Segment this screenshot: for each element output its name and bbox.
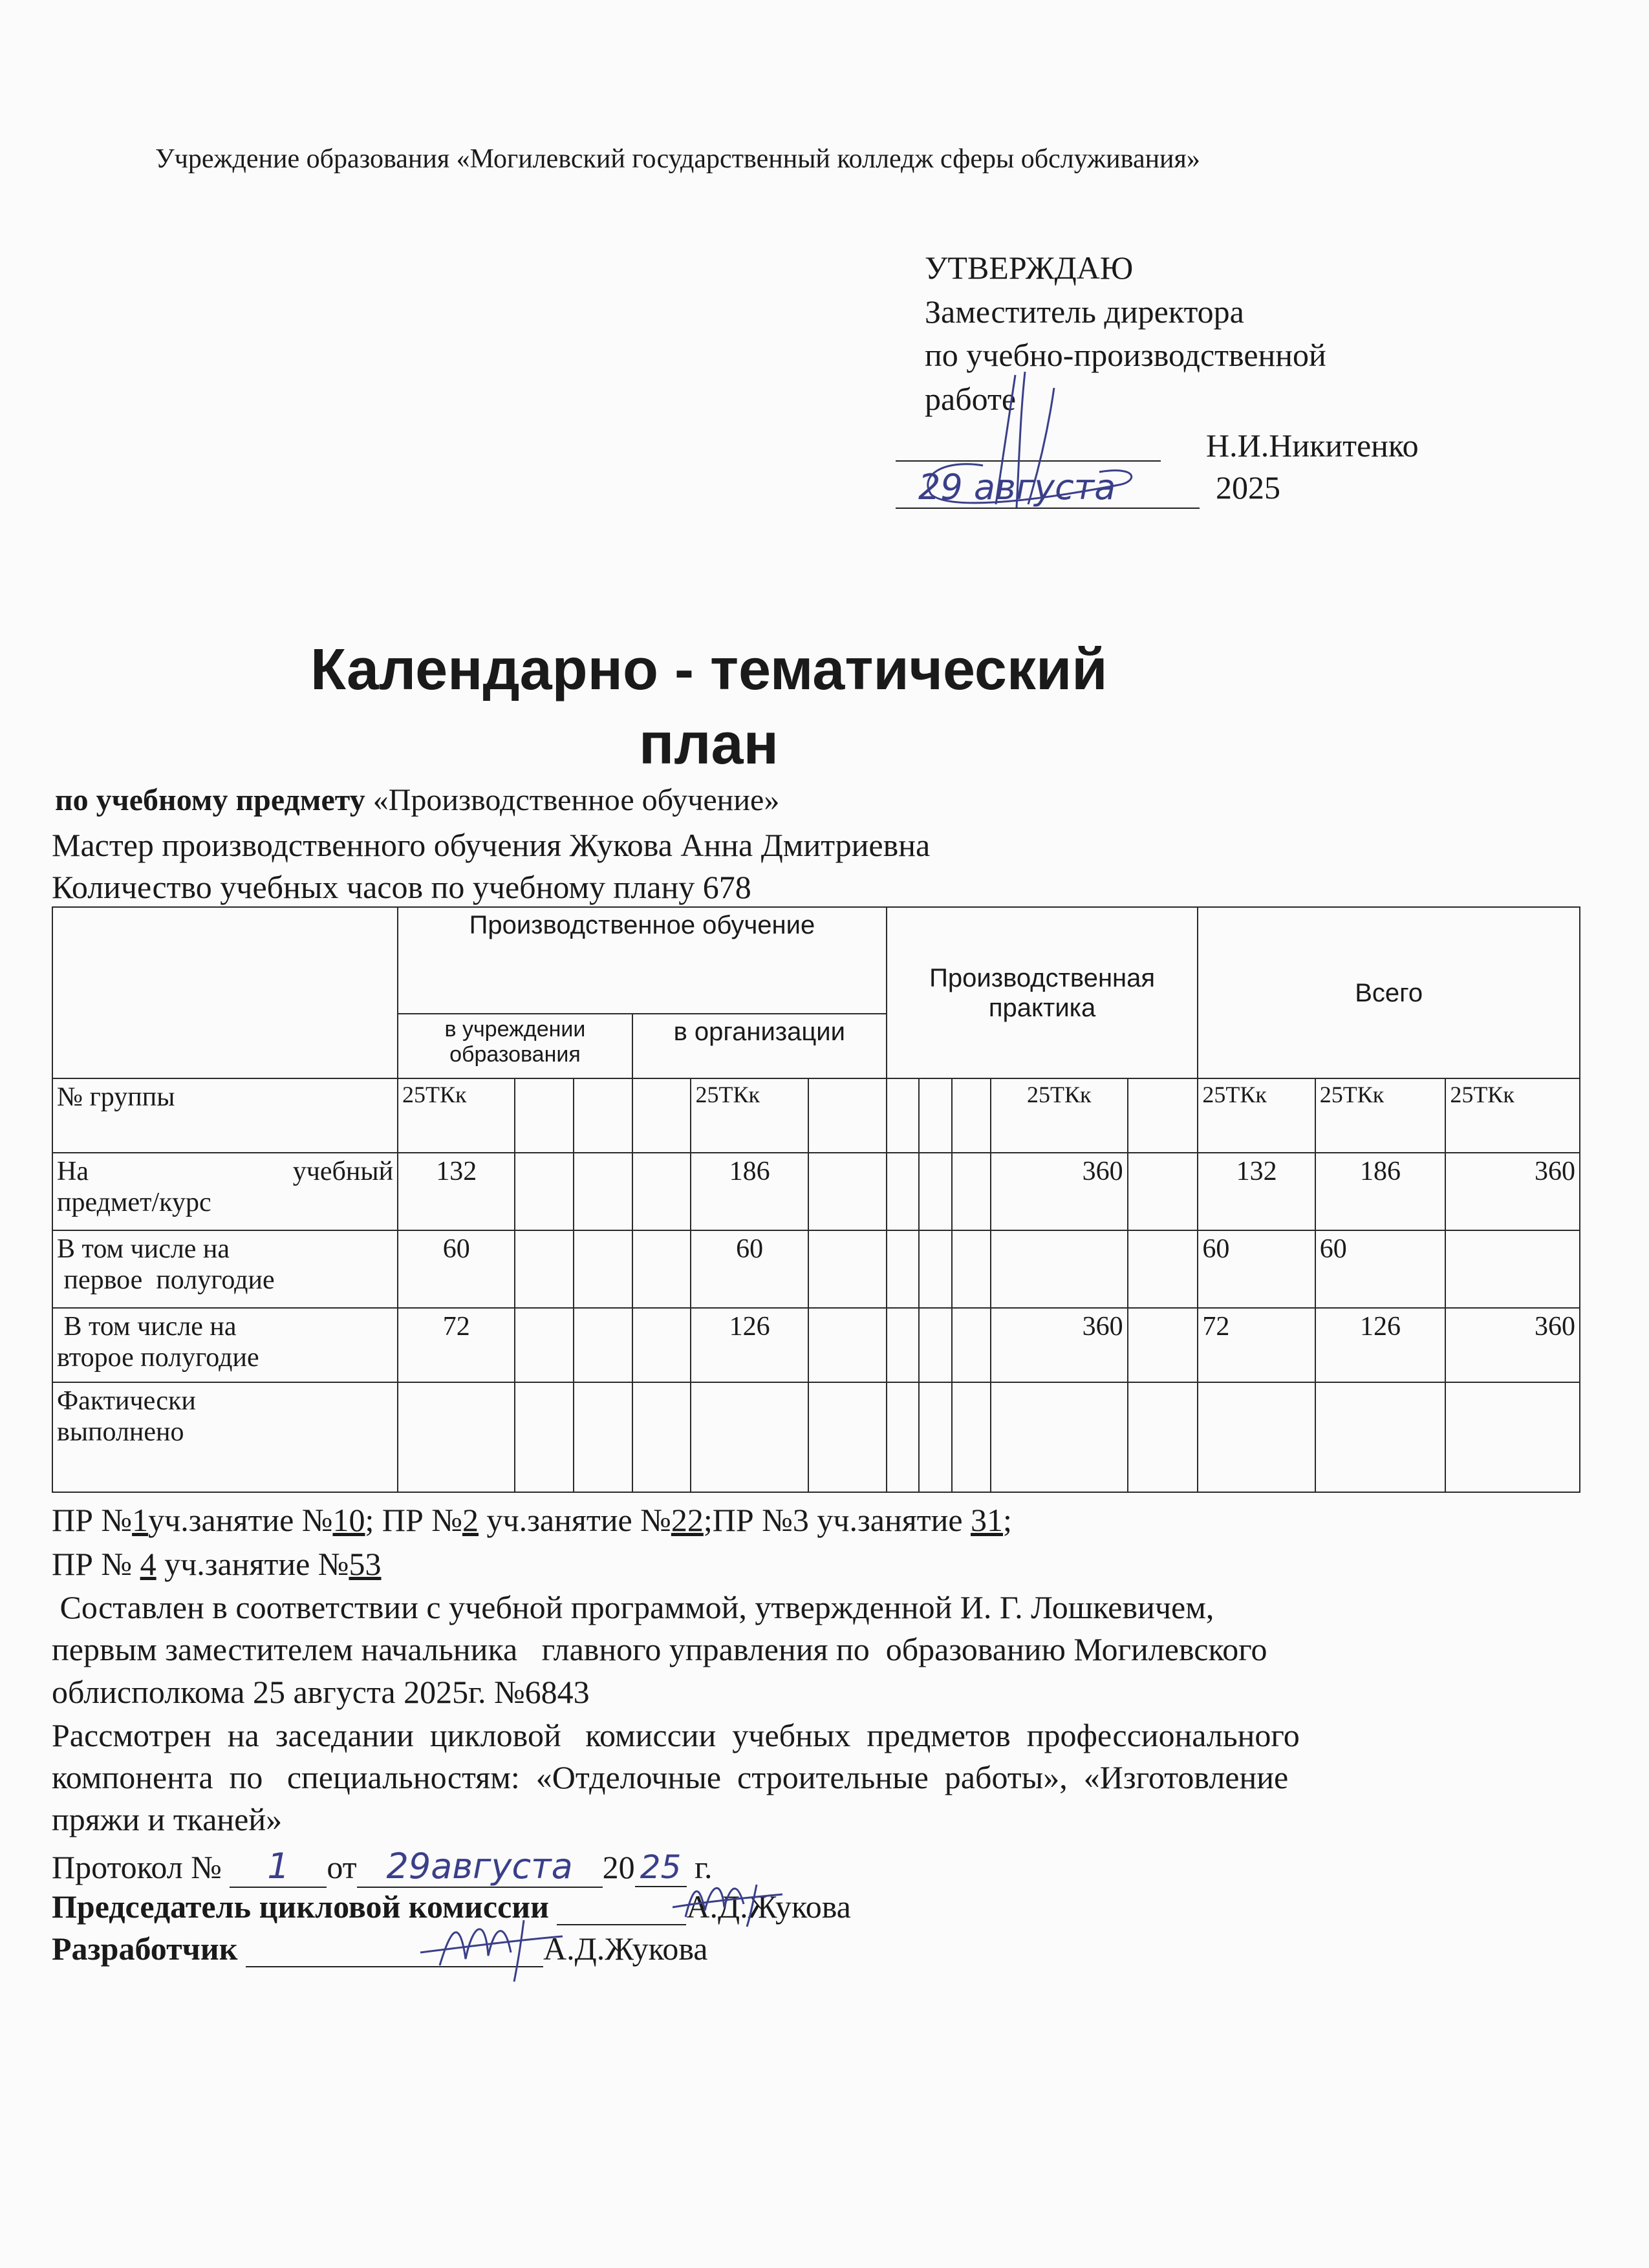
empty-cell bbox=[808, 1078, 887, 1153]
row-label-part: Фактически bbox=[57, 1386, 196, 1416]
empty-cell bbox=[574, 1153, 632, 1230]
group-code-cell: 25ТКк bbox=[691, 1078, 808, 1153]
institution-name: Учреждение образования «Могилевский государственный колледж сферы обслуживания» bbox=[155, 144, 1200, 174]
subject-prefix: по учебному предмету bbox=[55, 783, 365, 817]
table-row-groups bbox=[52, 1078, 1580, 1153]
compiled-line-2: первым заместителем начальника главного управления по образованию Могилевского bbox=[52, 1631, 1267, 1667]
empty-cell bbox=[919, 1230, 951, 1308]
table-row bbox=[52, 1230, 1580, 1308]
pr-number: 1 bbox=[132, 1502, 149, 1538]
lesson-number: 22 bbox=[671, 1502, 704, 1538]
lesson-number: 53 bbox=[349, 1546, 382, 1582]
group-code-cell: 25ТКк bbox=[1315, 1078, 1446, 1153]
cell-total-3: 360 bbox=[1445, 1308, 1580, 1382]
approver-name: Н.И.Никитенко bbox=[1206, 427, 1419, 464]
empty-cell bbox=[952, 1308, 991, 1382]
cell-in-institution: 72 bbox=[398, 1308, 515, 1382]
empty-cell bbox=[1128, 1078, 1198, 1153]
reviewed-line-1: Рассмотрен на заседании цикловой комиссии учебных предметов профессионального bbox=[52, 1717, 1300, 1753]
lesson-number: 10 bbox=[332, 1502, 365, 1538]
row-label bbox=[52, 1230, 398, 1308]
empty-cell bbox=[574, 1382, 632, 1492]
group-code-cell: 25ТКк bbox=[991, 1078, 1128, 1153]
row-label bbox=[52, 1308, 398, 1382]
cell-total-1: 72 bbox=[1198, 1308, 1315, 1382]
empty-cell bbox=[1128, 1230, 1198, 1308]
empty-cell bbox=[952, 1382, 991, 1492]
row-label-part: На bbox=[57, 1157, 89, 1186]
empty-cell bbox=[808, 1230, 887, 1308]
cell-practice: 360 bbox=[991, 1153, 1128, 1230]
pr-number: 4 bbox=[140, 1546, 156, 1582]
empty-cell bbox=[515, 1153, 574, 1230]
pr-number: 2 bbox=[462, 1502, 479, 1538]
group-code-cell: 25ТКк bbox=[1445, 1078, 1580, 1153]
developer-line bbox=[52, 1930, 707, 1967]
empty-cell bbox=[919, 1382, 951, 1492]
table-row bbox=[52, 1308, 1580, 1382]
row-label-part: предмет/курс bbox=[57, 1188, 211, 1218]
empty-cell bbox=[919, 1078, 951, 1153]
row-label-part: второе полугодие bbox=[57, 1343, 259, 1373]
empty-cell bbox=[919, 1153, 951, 1230]
reviewed-line-2: компонента по специальностям: «Отделочные строительные работы», «Изготовление bbox=[52, 1759, 1289, 1795]
pr-text: уч.занятие № bbox=[156, 1546, 349, 1582]
empty-cell bbox=[515, 1308, 574, 1382]
cell-in-organization: 186 bbox=[691, 1153, 808, 1230]
cell-in-institution: 132 bbox=[398, 1153, 515, 1230]
empty-cell bbox=[808, 1153, 887, 1230]
compiled-line-1: Составлен в соответствии с учебной программой, утвержденной И. Г. Лошкевичем, bbox=[52, 1589, 1214, 1625]
empty-cell bbox=[808, 1382, 887, 1492]
protocol-year-prefix: 20 bbox=[602, 1849, 635, 1885]
chair-signature bbox=[660, 1872, 789, 1933]
chair-label: Председатель цикловой комиссии bbox=[52, 1888, 549, 1925]
cell-total-1: 60 bbox=[1198, 1230, 1315, 1308]
header-total: Всего bbox=[1198, 907, 1580, 1078]
protocol-year-unit: г. bbox=[695, 1849, 713, 1885]
approval-date-line bbox=[896, 508, 1200, 509]
row-label-part: первое полугодие bbox=[57, 1265, 275, 1296]
empty-cell bbox=[808, 1308, 887, 1382]
subject-name: «Производственное обучение» bbox=[372, 783, 780, 817]
row-label bbox=[52, 1382, 398, 1492]
compiled-line-3: облисполкома 25 августа 2025г. №6843 bbox=[52, 1674, 590, 1710]
group-code-cell: 25ТКк bbox=[1198, 1078, 1315, 1153]
empty-cell bbox=[574, 1078, 632, 1153]
hours-line: Количество учебных часов по учебному плану 678 bbox=[52, 869, 751, 905]
pr-text: уч.занятие № bbox=[479, 1502, 671, 1538]
empty-cell bbox=[632, 1078, 691, 1153]
empty-cell bbox=[691, 1382, 808, 1492]
row-label-part: учебный bbox=[292, 1157, 394, 1186]
protocol-date: 29августа bbox=[357, 1846, 603, 1888]
subject-line bbox=[55, 782, 779, 818]
pr-text: ; ПР № bbox=[365, 1502, 462, 1538]
pr-text: уч.занятие № bbox=[148, 1502, 333, 1538]
master-line: Мастер производственного обучения Жукова Анна Дмитриевна bbox=[52, 827, 931, 863]
chair-name: А.Д.Жукова bbox=[686, 1888, 851, 1925]
table-corner-cell bbox=[52, 907, 398, 1078]
cell-total-2: 186 bbox=[1315, 1153, 1446, 1230]
cell-total-1: 132 bbox=[1198, 1153, 1315, 1230]
empty-cell bbox=[1128, 1308, 1198, 1382]
header-prod-training: Производственное обучение bbox=[398, 907, 887, 1014]
empty-cell bbox=[1198, 1382, 1315, 1492]
empty-cell bbox=[952, 1153, 991, 1230]
pr-text: ПР № bbox=[52, 1502, 133, 1538]
empty-cell bbox=[1445, 1382, 1580, 1492]
document-title-line-1: Календарно - тематический bbox=[310, 637, 1108, 702]
developer-name: А.Д.Жукова bbox=[543, 1931, 708, 1967]
cell-total-2: 126 bbox=[1315, 1308, 1446, 1382]
empty-cell bbox=[632, 1382, 691, 1492]
cell-practice bbox=[991, 1230, 1128, 1308]
cell-in-organization: 126 bbox=[691, 1308, 808, 1382]
approval-year: 2025 bbox=[1216, 469, 1280, 506]
pr-notes-line-2 bbox=[52, 1545, 381, 1583]
approval-date-handwritten: 29 августа bbox=[918, 467, 1116, 508]
cell-in-organization: 60 bbox=[691, 1230, 808, 1308]
group-code-cell: 25ТКк bbox=[398, 1078, 515, 1153]
cell-total-3: 360 bbox=[1445, 1153, 1580, 1230]
cell-in-institution: 60 bbox=[398, 1230, 515, 1308]
protocol-line bbox=[52, 1846, 712, 1888]
pr-text: ПР № bbox=[52, 1546, 140, 1582]
empty-cell bbox=[632, 1153, 691, 1230]
empty-cell bbox=[952, 1230, 991, 1308]
empty-cell bbox=[887, 1308, 919, 1382]
pr-text: ; bbox=[1003, 1502, 1012, 1538]
protocol-from: от bbox=[327, 1849, 357, 1885]
pr-notes-line-1 bbox=[52, 1501, 1012, 1539]
approval-heading: УТВЕРЖДАЮ bbox=[925, 250, 1134, 286]
row-label-part: В том числе на bbox=[57, 1312, 237, 1342]
row-label bbox=[52, 1153, 398, 1230]
empty-cell bbox=[919, 1308, 951, 1382]
empty-cell bbox=[1315, 1382, 1446, 1492]
empty-cell bbox=[991, 1382, 1128, 1492]
reviewed-line-3: пряжи и тканей» bbox=[52, 1801, 283, 1837]
approval-line-2: по учебно-производственной bbox=[925, 337, 1326, 373]
empty-cell bbox=[1128, 1382, 1198, 1492]
empty-cell bbox=[887, 1078, 919, 1153]
empty-cell bbox=[887, 1153, 919, 1230]
cell-total-2: 60 bbox=[1315, 1230, 1446, 1308]
row-label-part: выполнено bbox=[57, 1417, 184, 1448]
empty-cell bbox=[1128, 1153, 1198, 1230]
table-row bbox=[52, 1153, 1580, 1230]
approval-line-3: работе bbox=[925, 381, 1017, 417]
header-in-institution: в учреждении образования bbox=[398, 1014, 632, 1078]
group-row-label: № группы bbox=[52, 1078, 398, 1153]
protocol-number: 1 bbox=[230, 1846, 327, 1888]
protocol-label: Протокол № bbox=[52, 1849, 222, 1885]
protocol-year-suffix: 25 bbox=[635, 1848, 687, 1887]
empty-cell bbox=[574, 1308, 632, 1382]
empty-cell bbox=[515, 1382, 574, 1492]
pr-text: ;ПР №3 уч.занятие bbox=[703, 1502, 971, 1538]
empty-cell bbox=[887, 1230, 919, 1308]
cell-practice: 360 bbox=[991, 1308, 1128, 1382]
empty-cell bbox=[398, 1382, 515, 1492]
empty-cell bbox=[632, 1308, 691, 1382]
header-in-organization: в организации bbox=[632, 1014, 887, 1078]
empty-cell bbox=[574, 1230, 632, 1308]
row-label-part: В том числе на bbox=[57, 1234, 230, 1264]
cell-total-3 bbox=[1445, 1230, 1580, 1308]
empty-cell bbox=[515, 1230, 574, 1308]
lesson-number: 31 bbox=[971, 1502, 1004, 1538]
empty-cell bbox=[952, 1078, 991, 1153]
table-row bbox=[52, 1382, 1580, 1492]
developer-signature bbox=[414, 1901, 569, 1988]
approval-line-1: Заместитель директора bbox=[925, 294, 1244, 330]
empty-cell bbox=[632, 1230, 691, 1308]
developer-label: Разработчик bbox=[52, 1931, 238, 1967]
document-title-line-2: план bbox=[639, 712, 779, 776]
header-practice: Производственная практика bbox=[887, 907, 1198, 1078]
empty-cell bbox=[515, 1078, 574, 1153]
plan-table bbox=[52, 906, 1580, 1493]
empty-cell bbox=[887, 1382, 919, 1492]
